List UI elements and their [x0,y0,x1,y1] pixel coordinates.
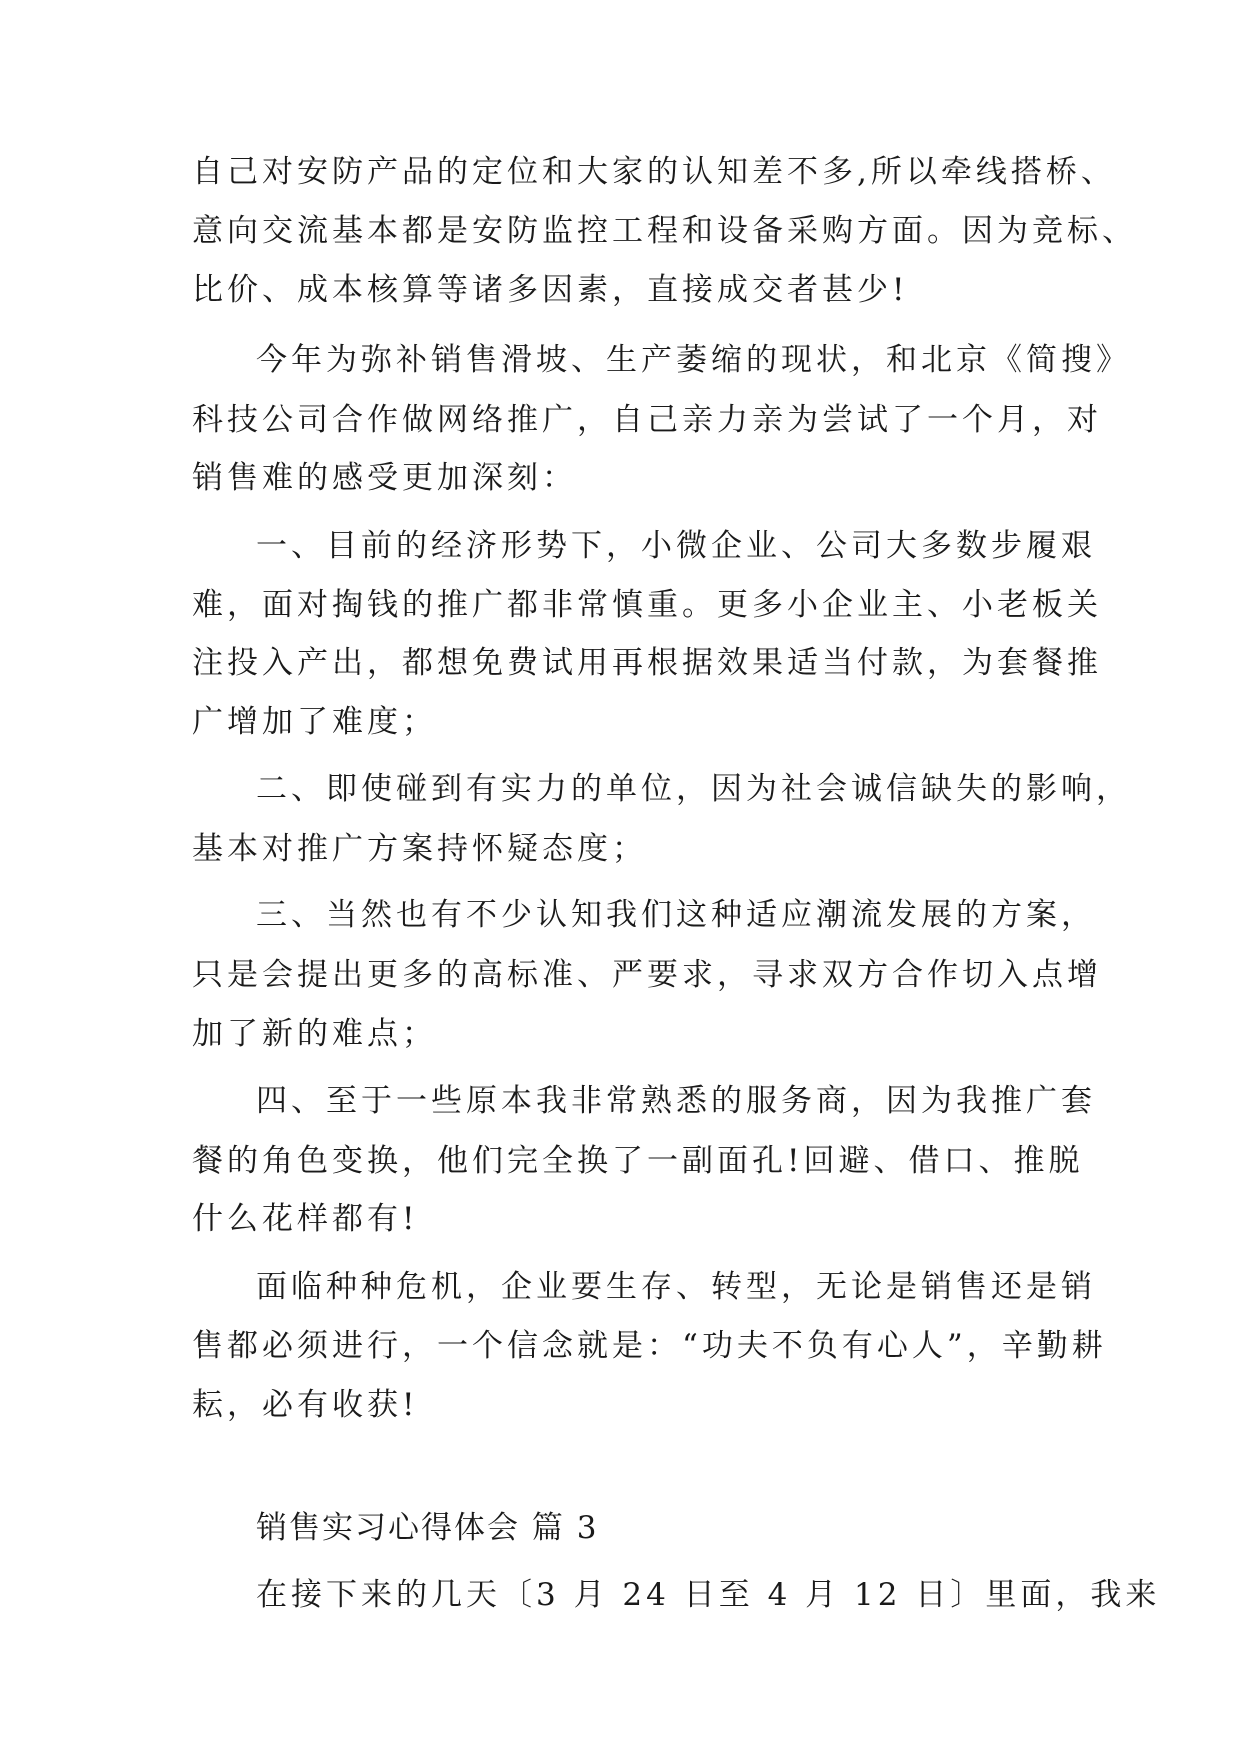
paragraph-line: 销售难的感受更加深刻： [192,460,577,496]
paragraph-line: 一、目前的经济形势下，小微企业、公司大多数步履艰 [256,528,1096,564]
paragraph-line: 自己对安防产品的定位和大家的认知差不多,所以牵线搭桥、 [192,154,1116,190]
paragraph-line: 什么花样都有! [192,1201,419,1237]
paragraph-line: 难，面对掏钱的推广都非常慎重。更多小企业主、小老板关 [192,587,1102,623]
paragraph-line: 二、即使碰到有实力的单位，因为社会诚信缺失的影响， [256,771,1131,807]
paragraph-line: 面临种种危机，企业要生存、转型，无论是销售还是销 [256,1269,1096,1305]
paragraph-line: 售都必须进行，一个信念就是：“功夫不负有心人”，辛勤耕 [192,1328,1107,1364]
paragraph-line: 只是会提出更多的高标准、严要求，寻求双方合作切入点增 [192,957,1102,993]
paragraph-line: 加了新的难点； [192,1016,437,1052]
paragraph-line: 科技公司合作做网络推广，自己亲力亲为尝试了一个月，对 [192,402,1102,438]
paragraph-line: 四、至于一些原本我非常熟悉的服务商，因为我推广套 [256,1083,1096,1119]
paragraph-line: 餐的角色变换，他们完全换了一副面孔!回避、借口、推脱 [192,1143,1084,1179]
paragraph-line: 在接下来的几天〔3 月 24 日至 4 月 12 日〕里面，我来 [256,1577,1161,1613]
paragraph-line: 意向交流基本都是安防监控工程和设备采购方面。因为竞标、 [192,213,1137,249]
paragraph-line: 广增加了难度； [192,704,437,740]
paragraph-line: 比价、成本核算等诸多因素，直接成交者甚少! [192,272,909,308]
paragraph-line: 今年为弥补销售滑坡、生产萎缩的现状，和北京《简搜》 [256,342,1131,378]
section-heading: 销售实习心得体会 篇 3 [256,1510,599,1546]
paragraph-line: 耘，必有收获! [192,1387,419,1423]
paragraph-line: 注投入产出，都想免费试用再根据效果适当付款，为套餐推 [192,645,1102,681]
paragraph-line: 三、当然也有不少认知我们这种适应潮流发展的方案， [256,897,1096,933]
paragraph-line: 基本对推广方案持怀疑态度； [192,831,647,867]
